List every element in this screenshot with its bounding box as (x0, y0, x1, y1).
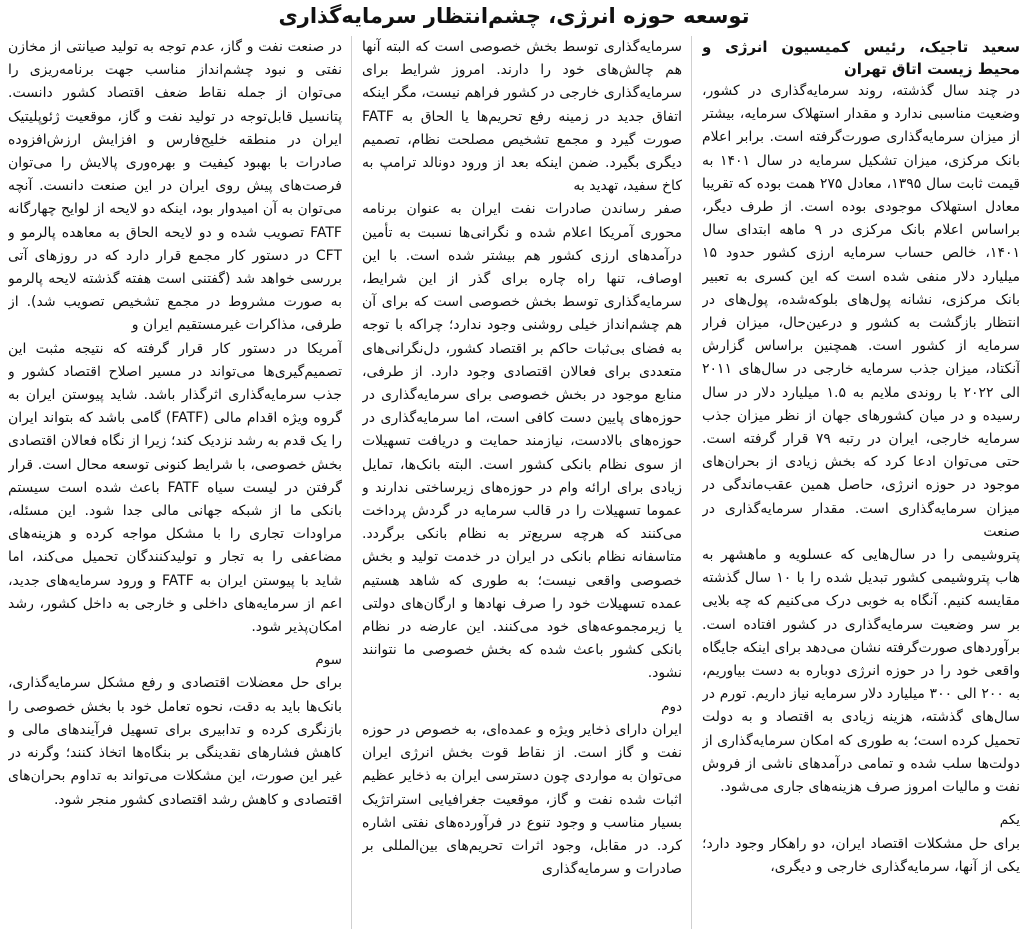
paragraph: سرمایه‌گذاری توسط بخش خصوصی است که البته آنها هم چالش‌های خود را دارند. امروز شرایط برای سرمایه‌گذاری خارجی در کشور فراهم نیست، مگر اینکه اتفاق جدید در زمینه رفع تحریم‌ها یا الحاق به FATF صورت گیرد و مجمع تشخیص مصلحت نظام، تصمیم دیگری بگیرد. ضمن اینکه بعد از ورود دونالد ترامپ به کاخ سفید، تهدید به (362, 39, 682, 195)
article-headline: توسعه حوزه انرژی، چشم‌انتظار سرمایه‌گذاری (278, 4, 750, 28)
paragraph: در صنعت نفت و گاز، عدم توجه به تولید صیانتی از مخازن نفتی و نبود چشم‌انداز مناسب جهت برنامه‌ریزی را می‌توان از جمله نقاط ضعف اقتصاد کشور دانست. پتانسیل قابل‌توجه در تولید نفت و گاز، موقعیت ژئوپلیتیک ایران در منطقه خلیج‌فارس و افزایش ارزش‌افزوده صادرات با بهبود کیفیت و بهره‌وری پالایش را می‌توان فرصت‌های پیش روی ایران در این صنعت دانست. آنچه می‌توان به آن امیدوار بود، اینکه دو لایحه از لوایح چهارگانه FATF تصویب شده و دو لایحه الحاق به معاهده پالرمو و CFT در دستور کار مجمع قرار دارد که در روزهای آتی بررسی خواهد شد (گفتنی است هفته گذشته لایحه پالرمو به صورت مشروط در مجمع تشخیص تصویب شد). از طرفی، مذاکرات غیرمستقیم ایران و (8, 39, 342, 334)
article-byline: سعید تاجیک، رئیس کمیسیون انرژی و محیط زیست اتاق تهران (702, 38, 1020, 78)
column-middle (362, 36, 682, 929)
paragraph: صفر رساندن صادرات نفت ایران به عنوان برنامه محوری آمریکا اعلام شده و نگرانی‌ها نسبت به تأمین درآمدهای ارزی کشور هم بیشتر شده است. با این اوصاف، تنها راه چاره برای گذر از این شرایط، سرمایه‌گذاری توسط بخش خصوصی است که برای آن هم چشم‌انداز خیلی روشنی وجود ندارد؛ چراکه با توجه به فضای بی‌ثبات حاکم بر اقتصاد کشور، دل‌نگرانی‌های متعددی برای فعالان اقتصادی وجود دارد. از طرفی، منابع موجود در بخش خصوصی برای سرمایه‌گذاری در حوزه‌های پایین دست کافی است، اما سرمایه‌گذاری در حوزه‌های بالادست، نیازمند حمایت و دریافت تسهیلات از سوی نظام بانکی کشور است. البته بانک‌ها، تمایل زیادی برای ارائه وام در حوزه‌های زیرساختی ندارند و عموما تسهیلات را در قالب سرمایه در گردش پرداخت می‌کنند که هرچه سریع‌تر به نظام بانکی برگردد. متاسفانه نظام بانکی در ایران در خدمت تولید و بخش خصوصی واقعی نیست؛ به طوری که شاهد هستیم عمده تسهیلات خود را صرف نهادها و ارگان‌های دولتی یا زیرمجموعه‌های خود می‌کنند. این عارضه در نظام بانکی کشور باعث شده که بخش خصوصی ما نتوانند نشود. (362, 201, 682, 682)
section-heading: سوم (315, 652, 342, 669)
paragraph: برای حل معضلات اقتصادی و رفع مشکل سرمایه‌گذاری، بانک‌ها باید به دقت، نحوه تعامل خود با بخش خصوصی را بازنگری کرده و تدابیری برای تسهیل فرآیندهای مالی و کاهش فشارهای نقدینگی بر بنگاه‌ها اتخاذ کنند؛ وگرنه در غیر این صورت، این مشکلات می‌تواند به تداوم بحران‌های اقتصادی و کاهش رشد اقتصادی کشور منجر شود. (8, 675, 342, 808)
paragraph: ایران دارای ذخایر ویژه و عمده‌ای، به خصوص در حوزه نفت و گاز است. از نقاط قوت بخش انرژی ایران می‌توان به مواردی چون دسترسی ایران به ذخایر عظیم اثبات شده نفت و گاز، موقعیت جغرافیایی استراتژیک بسیار مناسب و وجود تنوع در فرآورده‌های نفتی اشاره کرد. در مقابل، وجود اثرات تحریم‌های بین‌المللی بر صادرات و سرمایه‌گذاری (362, 721, 682, 878)
paragraph: برای حل مشکلات اقتصاد ایران، دو راهکار وجود دارد؛ یکی از آنها، سرمایه‌گذاری خارجی و دیگری، (702, 835, 1020, 875)
section-heading: دوم (661, 698, 682, 715)
column-left (8, 36, 342, 929)
column-divider (691, 36, 692, 929)
paragraph: آمریکا در دستور کار قرار گرفته که نتیجه مثبت این تصمیم‌گیری‌ها می‌تواند در مسیر اصلاح اقتصاد کشور و جذب سرمایه‌گذاری اثرگذار باشد. شاید پیوستن ایران به گروه ویژه اقدام مالی (FATF) گامی باشد که بتواند ایران را یک قدم به رشد نزدیک کند؛ زیرا از نگاه فعالان اقتصادی بخش خصوصی، با شرایط کنونی توسعه محال است. قرار گرفتن در لیست سیاه FATF باعث شده است سیستم بانکی ما از شبکه جهانی مالی جدا شود. این مسئله، مراودات تجاری را با مشکل مواجه کرده و هزینه‌های مضاعفی را به تجار و تولیدکنندگان تحمیل می‌کند، اما شاید با پیوستن ایران به FATF و ورود سرمایه‌های جدید، اعم از سرمایه‌های داخلی و خارجی به داخل کشور، رشد امکان‌پذیر شود. (8, 340, 342, 636)
column-divider (351, 36, 352, 929)
section-heading: یکم (999, 812, 1020, 829)
paragraph: پتروشیمی را در سال‌هایی که عسلویه و ماهشهر به هاب پتروشیمی کشور تبدیل شده را با ۱۰ سال گذشته مقایسه کنیم. آنگاه به خوبی درک می‌کنیم که چه بلایی بر سر وضعیت سرمایه‌گذاری در کشور افتاده است. برآوردهای صورت‌گرفته نشان می‌دهد برای اینکه جایگاه واقعی خود را در حوزه انرژی دوباره به دست بیاوریم، به ۲۰۰ الی ۳۰۰ میلیارد دلار سرمایه نیاز داریم. تورم در سال‌های گذشته، هزینه زیادی به اقتصاد و به دولت تحمیل کرده است؛ به طوری که امکان سرمایه‌گذاری از دولت‌ها سلب شده و تمامی درآمدهای ناشی از فروش نفت و مالیات امروز صرف هزینه‌های جاری می‌شود. (702, 547, 1020, 796)
column-right (702, 36, 1020, 929)
paragraph: در چند سال گذشته، روند سرمایه‌گذاری در کشور، وضعیت مناسبی ندارد و مقدار استهلاک سرمایه، بیشتر از میزان سرمایه‌گذاری صورت‌گرفته است. برابر اعلام بانک مرکزی، میزان تشکیل سرمایه در سال ۱۴۰۱ به قیمت ثابت سال ۱۳۹۵، معادل ۲۷۵ همت بوده که تقریبا معادل استهلاک موجودی بوده است. از طرف دیگر، براساس اعلام بانک مرکزی در ۹ ماهه ابتدای سال ۱۴۰۱، خالص حساب سرمایه ارزی کشور حدود ۱۵ میلیارد دلار منفی شده است که این کسری به تعبیر بانک مرکزی، نشانه پول‌های بلوکه‌شده، پول‌های در انتظار بازگشت به کشور و درعین‌حال، میزان فرار سرمایه از کشور است. همچنین براساس گزارش آنکتاد، میزان جذب سرمایه خارجی در سال‌های ۲۰۱۱ الی ۲۰۲۲ با روندی ملایم به ۱.۵ میلیارد دلار در سال رسیده و در میان کشورهای جهان از نظر میزان جذب سرمایه خارجی، ایران در رتبه ۷۹ قرار گرفته است. حتی می‌توان ادعا کرد که بخش زیادی از بحران‌های موجود در حوزه انرژی، حاصل همین عقب‌ماندگی در میزان سرمایه‌گذاری است. مقدار سرمایه‌گذاری در صنعت (702, 83, 1020, 540)
